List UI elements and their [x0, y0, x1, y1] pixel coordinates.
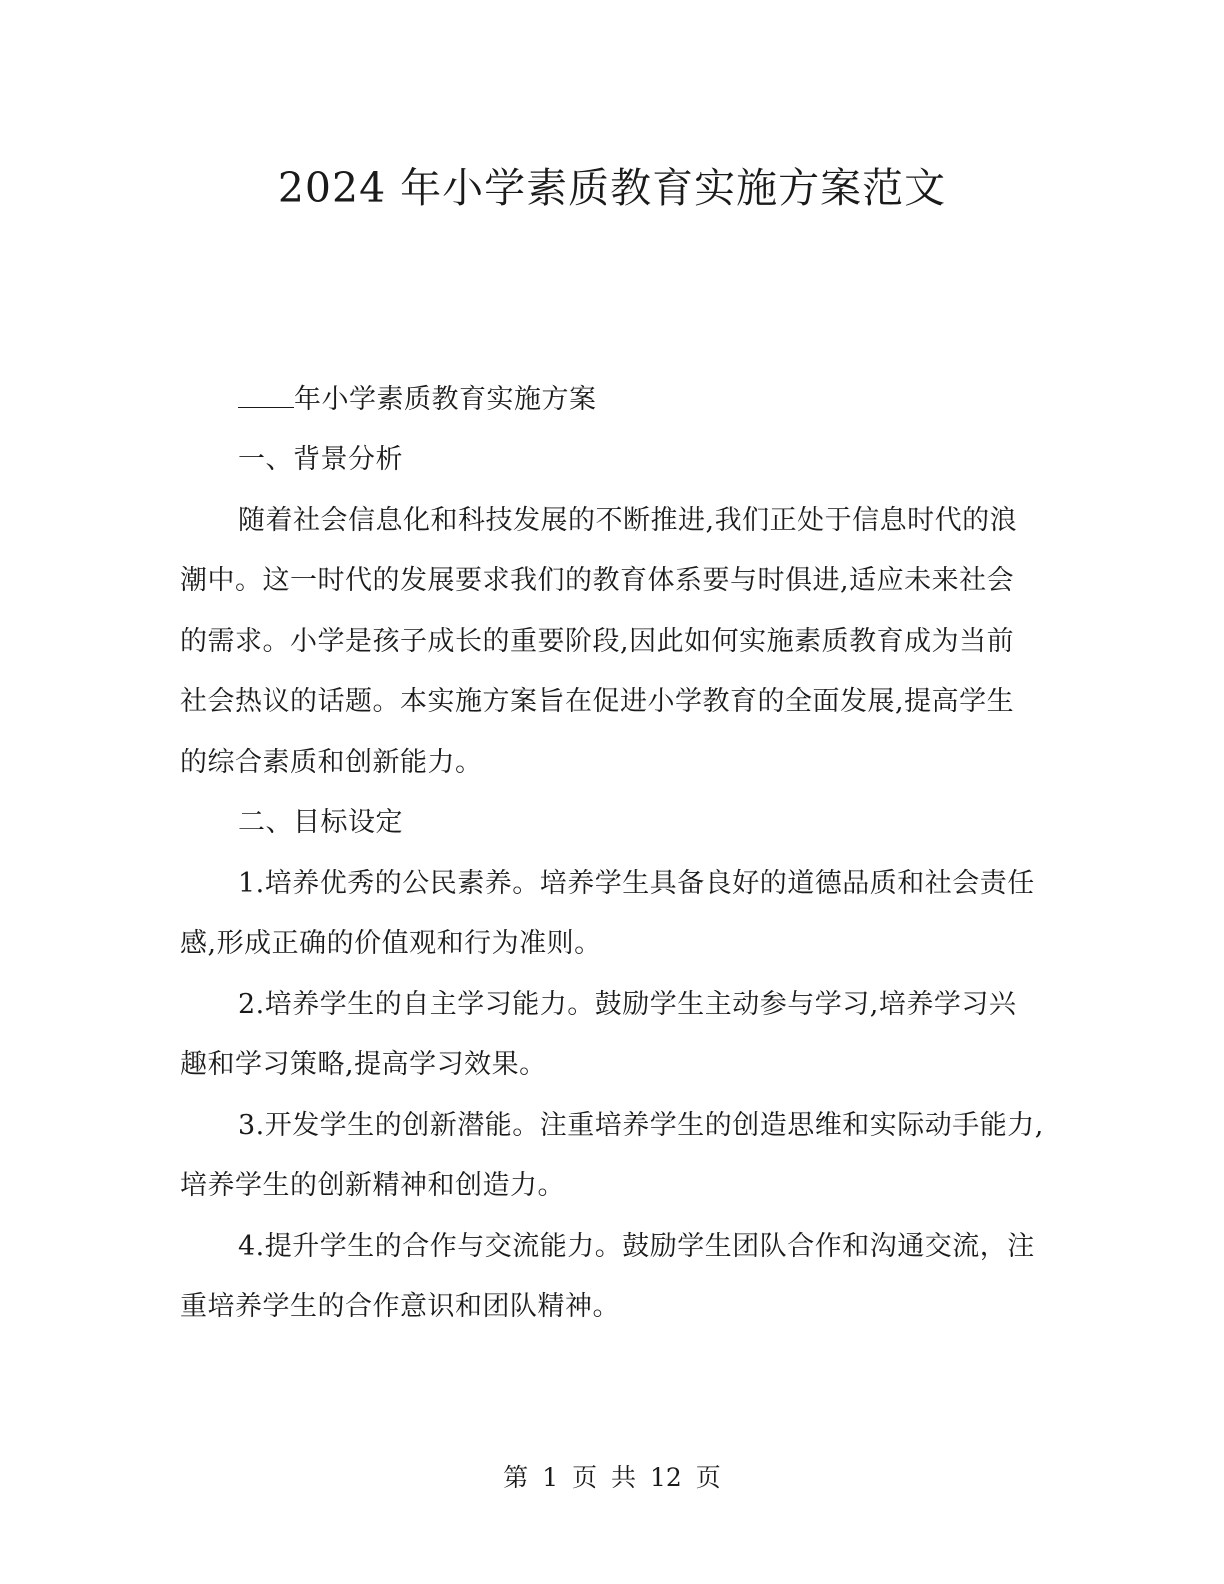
goal-item-line: 感,形成正确的价值观和行为准则。 — [180, 928, 602, 959]
goal-item-line: 3.开发学生的创新潜能。注重培养学生的创造思维和实际动手能力, — [238, 1110, 1044, 1141]
goal-item-line: 重培养学生的合作意识和团队精神。 — [180, 1291, 620, 1322]
subtitle-line — [238, 380, 597, 420]
paragraph-line: 的需求。小学是孩子成长的重要阶段,因此如何实施素质教育成为当前 — [180, 626, 1015, 657]
paragraph-line: 社会热议的话题。本实施方案旨在促进小学教育的全面发展,提高学生 — [180, 686, 1015, 717]
goal-item-line: 趣和学习策略,提高学习效果。 — [180, 1049, 547, 1080]
goal-item-line: 4.提升学生的合作与交流能力。鼓励学生团队合作和沟通交流，注 — [238, 1231, 1035, 1262]
blank-underline — [238, 381, 294, 408]
document-title: 2024 年小学素质教育实施方案范文 — [277, 164, 947, 212]
goal-item-line: 1.培养优秀的公民素养。培养学生具备良好的道德品质和社会责任 — [238, 868, 1035, 899]
section-heading-goals: 二、目标设定 — [238, 807, 403, 838]
page-number-footer: 第 1 页 共 12 页 — [503, 1463, 721, 1492]
goal-item-line: 2.培养学生的自主学习能力。鼓励学生主动参与学习,培养学习兴 — [238, 989, 1017, 1020]
paragraph-line: 随着社会信息化和科技发展的不断推进,我们正处于信息时代的浪 — [238, 505, 1018, 536]
subtitle-text: 年小学素质教育实施方案 — [294, 384, 597, 415]
paragraph-line: 的综合素质和创新能力。 — [180, 747, 483, 778]
goal-item-line: 培养学生的创新精神和创造力。 — [180, 1170, 565, 1201]
paragraph-line: 潮中。这一时代的发展要求我们的教育体系要与时俱进,适应未来社会 — [180, 565, 1015, 596]
section-heading-background: 一、背景分析 — [238, 444, 403, 475]
